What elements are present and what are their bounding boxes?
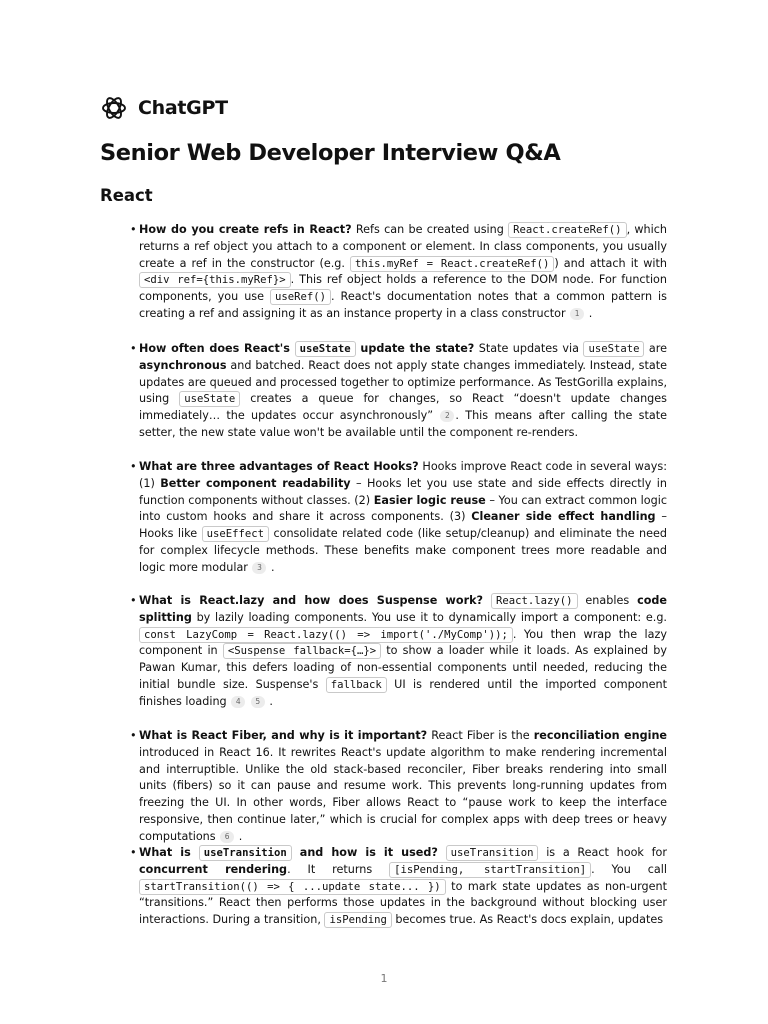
- inline-code: const LazyComp = React.lazy(() => import('./MyComp'));: [139, 627, 513, 643]
- answer-text: .: [588, 306, 593, 320]
- inline-code: React.lazy(): [491, 593, 578, 609]
- answer-text: . This ref object holds a reference to the DOM node. For function components, you use: [139, 273, 667, 304]
- question-part: update the state?: [355, 342, 475, 355]
- inline-code: useEffect: [202, 526, 269, 542]
- answer-text: by lazily loading components. You use it to dynamically import a component: e.g.: [191, 610, 667, 624]
- answer-text: .: [238, 829, 243, 843]
- question: What is React.lazy and how does Suspense work?: [139, 594, 484, 607]
- citation-badge[interactable]: 6: [220, 831, 234, 843]
- emphasis: Better component readability: [160, 476, 351, 490]
- answer-text: enables: [577, 594, 638, 607]
- question: [139, 342, 474, 355]
- question: What are three advantages of React Hooks?: [139, 460, 419, 473]
- inline-code: startTransition(() => { ...update state... }): [139, 879, 446, 895]
- citation-badge[interactable]: 3: [252, 562, 266, 574]
- answer-text: State updates via: [474, 342, 584, 355]
- inline-code: <Suspense fallback={…}>: [223, 643, 381, 659]
- emphasis: reconciliation engine: [533, 729, 668, 742]
- inline-code: useState: [179, 391, 240, 407]
- answer-text: .: [269, 694, 273, 708]
- section-title: React: [100, 186, 153, 205]
- answer-text: – You can extract common logic into custom hooks and share it across components. (3): [139, 493, 667, 524]
- answer-text: .: [271, 560, 275, 574]
- answer-text: [438, 846, 446, 859]
- qa-item-usetransition: [139, 845, 667, 929]
- answer-text: . You call: [591, 862, 667, 876]
- answer-text: . React's documentation notes that a common pattern is creating a ref and assigning it as an instance property in a class constructor: [139, 290, 667, 320]
- inline-code: useRef(): [270, 289, 331, 305]
- inline-code: React.createRef(): [508, 222, 626, 238]
- answer-text: – Hooks like: [139, 510, 667, 541]
- question-part: and how is it used?: [291, 846, 438, 859]
- answer-text: creates a queue for changes, so React “doesn't update changes immediately… the updates occur asynchronously”: [139, 392, 667, 423]
- inline-code: fallback: [326, 677, 387, 693]
- page-title: Senior Web Developer Interview Q&A: [100, 140, 561, 166]
- citation-badge[interactable]: 5: [251, 696, 265, 708]
- inline-code: isPending: [324, 912, 391, 928]
- inline-code: useState: [295, 341, 356, 357]
- answer-text: is a React hook for: [538, 846, 667, 859]
- citation-badge[interactable]: 2: [440, 410, 454, 422]
- answer-text: Hooks improve React code in several ways: (1): [139, 460, 668, 490]
- answer-text: to show a loader while it loads. As explained by Pawan Kumar, this defers loading of non-essential components until needed, reducing the initial bundle size. Suspense's: [139, 644, 667, 691]
- answer-text: ) and attach it with: [554, 256, 667, 270]
- answer-text: becomes true. As React's docs explain, updates: [391, 913, 664, 927]
- inline-code: useTransition: [199, 845, 292, 861]
- answer-text: and batched. React does not apply state changes immediately. Instead, state updates are queued and processed together to optimize performance. As TestGorilla explains, using: [139, 358, 667, 406]
- brand-name: ChatGPT: [138, 97, 228, 119]
- question: How do you create refs in React?: [139, 223, 352, 236]
- page-number: 1: [380, 972, 388, 985]
- question-part: How often does React's: [139, 342, 295, 355]
- answer-text: to mark state updates as non-urgent “transitions.” React then performs those updates in the background without blocking user interactions. During a transition,: [139, 879, 667, 927]
- citation-badge[interactable]: 4: [231, 696, 245, 708]
- answer-text: UI is rendered until the imported component finishes loading: [139, 677, 668, 708]
- answer-text: , which returns a ref object you attach to a component or element. In class components, you usually create a ref in the constructor (e.g.: [139, 223, 667, 270]
- answer-text: . It returns: [287, 862, 390, 876]
- answer-text: . You then wrap the lazy component in: [139, 627, 667, 658]
- answer-text: – Hooks let you use state and side effects directly in function components without classes. (2): [139, 476, 667, 507]
- emphasis: concurrent rendering: [139, 862, 288, 876]
- answer-text: React Fiber is the: [427, 729, 534, 742]
- emphasis: Easier logic reuse: [373, 493, 486, 507]
- answer-text: . This means after calling the state setter, the new state value won't be available until the component re-renders.: [139, 409, 668, 439]
- qa-item-hooks: [139, 459, 667, 577]
- answer-text: are: [644, 342, 667, 355]
- answer-text: consolidate related code (like setup/cleanup) and eliminate the need for complex lifecycle methods. These benefits make component trees more readable and logic more modular: [139, 527, 667, 574]
- question: What is React Fiber, and why is it important?: [139, 729, 428, 742]
- citation-badge[interactable]: 1: [570, 308, 584, 320]
- answer-text: Refs can be created using: [351, 223, 509, 236]
- inline-code: <div ref={this.myRef}>: [139, 272, 291, 288]
- inline-code: useTransition: [446, 845, 539, 861]
- qa-item-usestate: [139, 341, 667, 442]
- inline-code: this.myRef = React.createRef(): [350, 256, 554, 272]
- question: [139, 846, 438, 859]
- qa-item-refs: [139, 222, 667, 323]
- inline-code: [isPending, startTransition]: [389, 862, 591, 878]
- emphasis: asynchronous: [139, 358, 227, 372]
- brand-logo: [100, 94, 228, 122]
- qa-item-react-lazy: [139, 593, 667, 711]
- emphasis: code splitting: [139, 594, 667, 624]
- qa-item-react-fiber: [139, 728, 667, 846]
- emphasis: Cleaner side effect handling: [471, 510, 656, 524]
- openai-logo-icon: [100, 94, 128, 122]
- answer-text: introduced in React 16. It rewrites React's update algorithm to make rendering incremental and interruptible. Unlike the old stack-based reconciler, Fiber breaks rendering into small units (fibers) so it can pause and resume work. This prevents long-running updates from freezing the UI. In other words, Fiber allows React to “pause work to keep the interface responsive, then continue later,” which is crucial for complex apps with deep trees or heavy computations: [139, 745, 667, 843]
- question-part: What is: [139, 846, 199, 859]
- inline-code: useState: [583, 341, 644, 357]
